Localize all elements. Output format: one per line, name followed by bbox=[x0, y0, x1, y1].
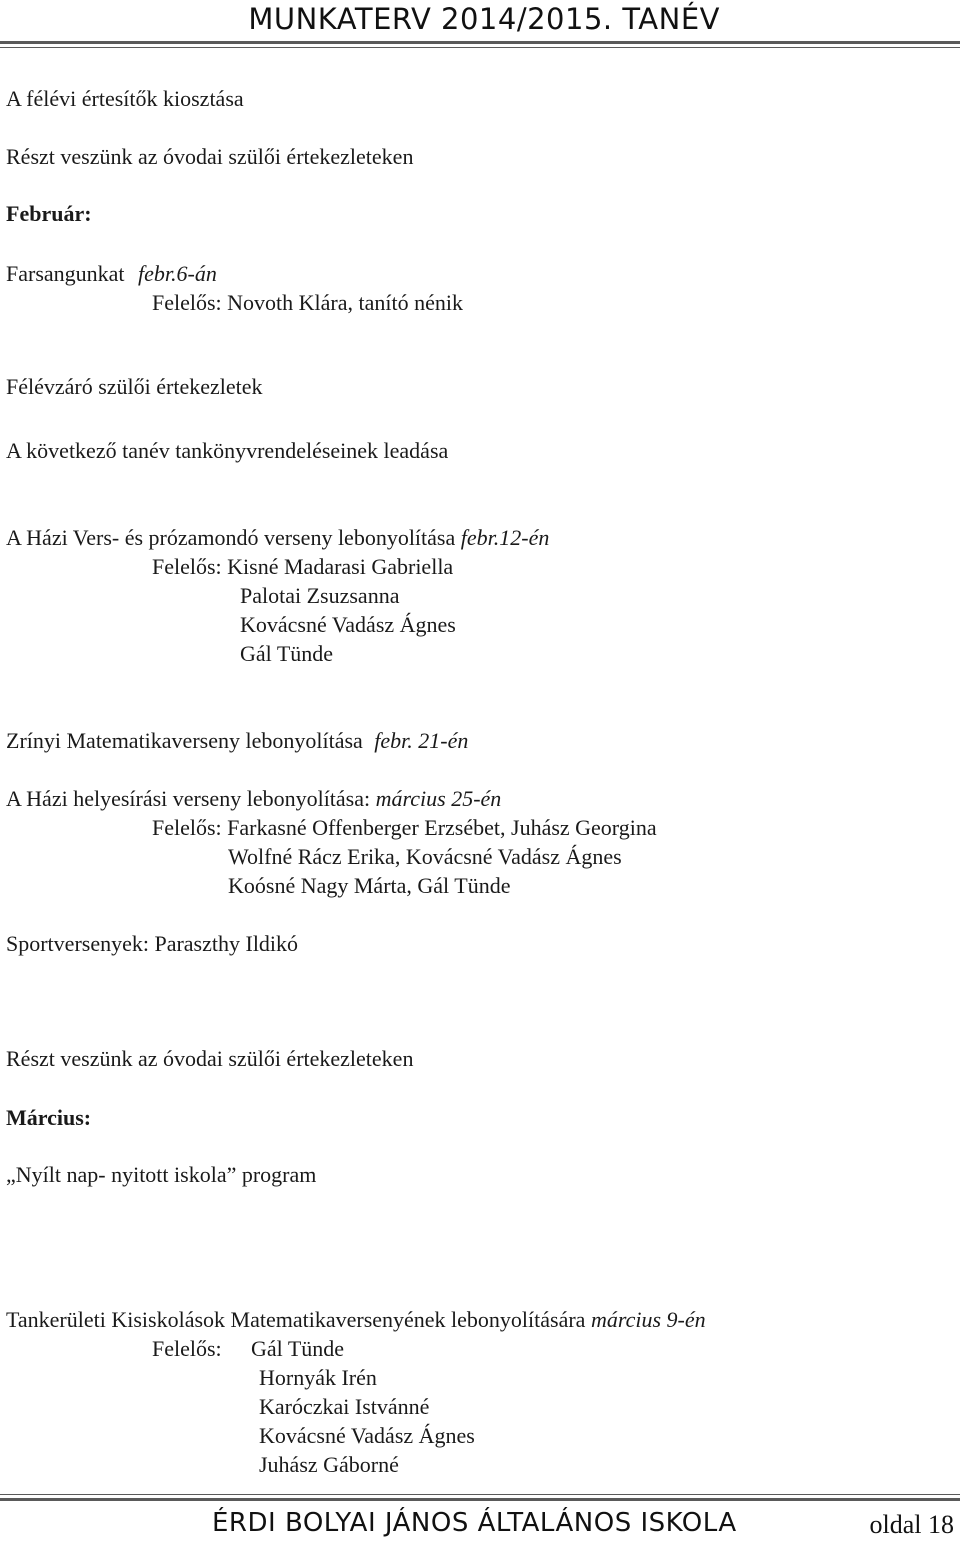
vers-date: febr.12-én bbox=[460, 525, 550, 550]
tankeruleti-responsible-2: Hornyák Irén bbox=[259, 1365, 377, 1390]
helyesiras-responsible-2: Wolfné Rácz Erika, Kovácsné Vadász Ágnes bbox=[228, 844, 622, 869]
document-header-title: MUNKATERV 2014/2015. TANÉV bbox=[248, 2, 720, 36]
tankeruleti-date: március 9-én bbox=[590, 1307, 706, 1332]
vers-responsible-4: Gál Tünde bbox=[240, 641, 334, 666]
tankeruleti-responsible-1: Gál Tünde bbox=[251, 1336, 345, 1361]
helyesiras-responsible-3: Koósné Nagy Márta, Gál Tünde bbox=[228, 873, 511, 898]
helyesiras-responsible-1: Felelős: Farkasné Offenberger Erzsébet, Juhász Georgina bbox=[152, 815, 657, 840]
month-heading-february: Február: bbox=[6, 201, 92, 226]
helyesiras-date: március 25-én bbox=[375, 786, 502, 811]
line-felevzaro: Félévzáró szülői értekezletek bbox=[6, 374, 263, 399]
month-heading-march: Március: bbox=[6, 1105, 92, 1130]
footer-rule-thick bbox=[0, 1498, 960, 1501]
footer-rule-thin bbox=[0, 1494, 960, 1495]
header-rule-thick bbox=[0, 41, 960, 44]
farsang-date: febr.6-án bbox=[138, 261, 217, 286]
footer-page-number: oldal 18 bbox=[869, 1510, 954, 1539]
vers-item bbox=[6, 525, 549, 551]
zrinyi-text: Zrínyi Matematikaverseny lebonyolítása bbox=[6, 728, 363, 753]
zrinyi-date: febr. 21-én bbox=[374, 728, 469, 753]
line-nyilt-nap: „Nyílt nap- nyitott iskola” program bbox=[6, 1162, 317, 1187]
header-rule-thin bbox=[0, 47, 960, 48]
footer-school-name: ÉRDI BOLYAI JÁNOS ÁLTALÁNOS ISKOLA bbox=[212, 1508, 737, 1538]
helyesiras-item bbox=[6, 786, 501, 812]
vers-responsible-2: Palotai Zsuzsanna bbox=[240, 583, 400, 608]
tankeruleti-responsible-4: Kovácsné Vadász Ágnes bbox=[259, 1423, 475, 1448]
line-ertesitok: A félévi értesítők kiosztása bbox=[6, 86, 244, 111]
tankeruleti-responsible-3: Karóczkai Istvánné bbox=[259, 1394, 430, 1419]
tankeruleti-item bbox=[6, 1307, 706, 1333]
farsang-responsible: Felelős: Novoth Klára, tanító nénik bbox=[152, 290, 463, 315]
farsang-item bbox=[6, 261, 217, 287]
tankeruleti-responsible-5: Juhász Gáborné bbox=[259, 1452, 399, 1477]
line-tankonyv: A következő tanév tankönyvrendeléseinek leadása bbox=[6, 438, 449, 463]
farsang-text: Farsangunkat bbox=[6, 261, 125, 286]
vers-text: A Házi Vers- és prózamondó verseny lebonyolítása bbox=[6, 525, 456, 550]
vers-responsible-1: Felelős: Kisné Madarasi Gabriella bbox=[152, 554, 454, 579]
tankeruleti-text: Tankerületi Kisiskolások Matematikaversenyének lebonyolítására bbox=[6, 1307, 586, 1332]
helyesiras-text: A Házi helyesírási verseny lebonyolítása: bbox=[6, 786, 371, 811]
tankeruleti-responsible-label: Felelős: bbox=[152, 1336, 222, 1361]
zrinyi-item bbox=[6, 728, 468, 754]
line-ovodai-ertekezlet-2: Részt veszünk az óvodai szülői értekezleteken bbox=[6, 1046, 414, 1071]
line-ovodai-ertekezlet: Részt veszünk az óvodai szülői értekezleteken bbox=[6, 144, 414, 169]
vers-responsible-3: Kovácsné Vadász Ágnes bbox=[240, 612, 456, 637]
line-sportversenyek: Sportversenyek: Paraszthy Ildikó bbox=[6, 931, 299, 956]
